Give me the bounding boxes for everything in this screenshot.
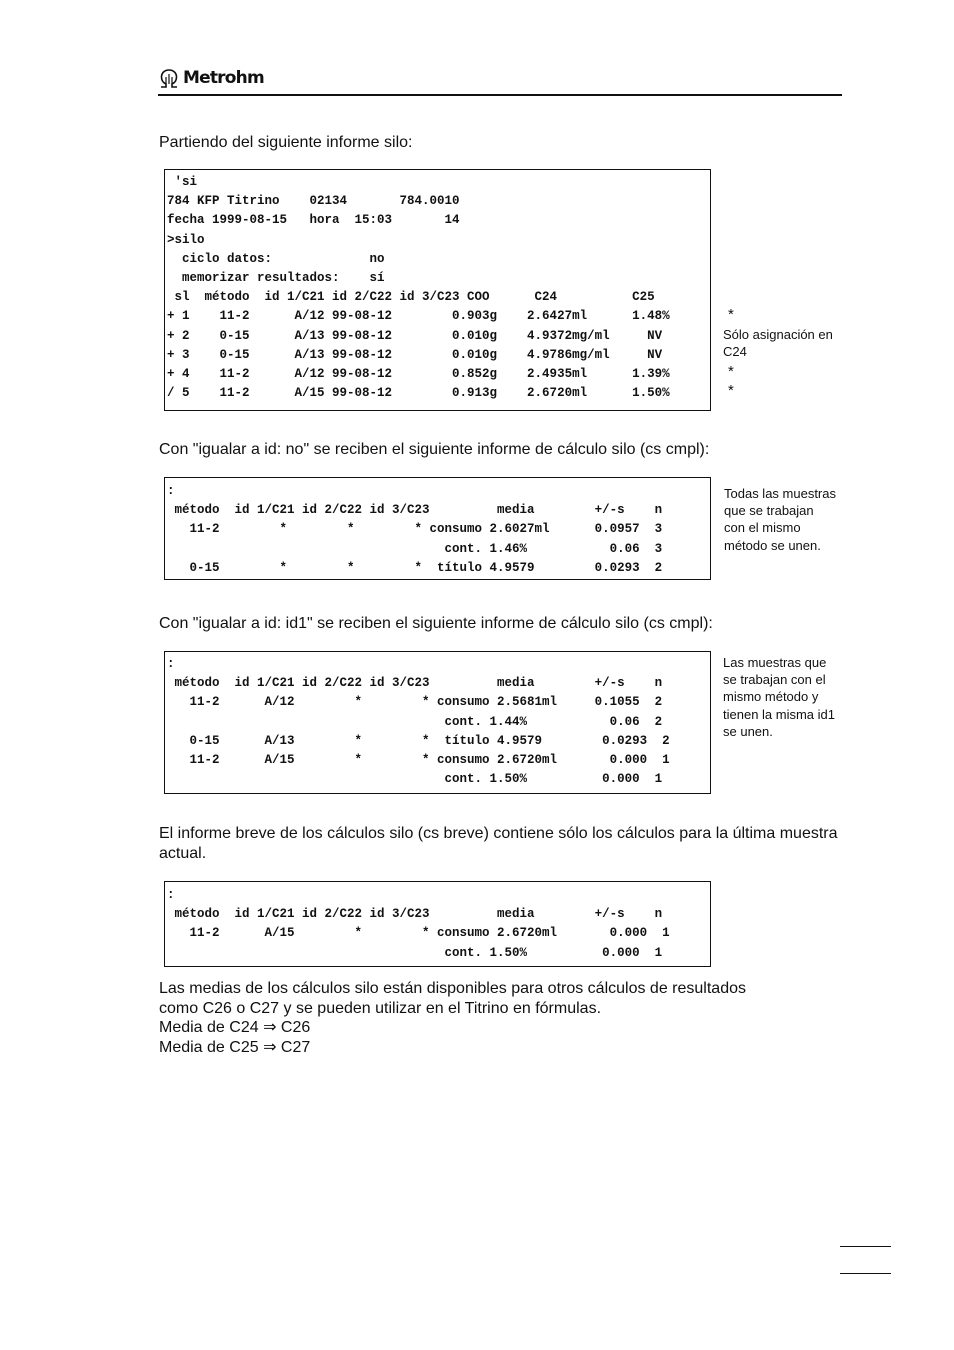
report-line: 11-2 * * * consumo 2.6027ml 0.0957 3 bbox=[167, 522, 663, 537]
asterisk-note: * bbox=[728, 306, 734, 323]
margin-rule bbox=[840, 1273, 891, 1274]
report-line: 11-2 A/15 * * consumo 2.6720ml 0.000 1 bbox=[167, 926, 670, 941]
report-line: memorizar resultados: sí bbox=[167, 270, 385, 285]
report-line: >silo bbox=[167, 232, 205, 247]
margin-rule bbox=[840, 1246, 891, 1247]
report-line: cont. 1.50% 0.000 1 bbox=[167, 945, 663, 960]
report-line: fecha 1999-08-15 hora 15:03 14 bbox=[167, 213, 460, 228]
report-line: : bbox=[167, 657, 175, 671]
report-line: / 5 11-2 A/15 99-08-12 0.913g 2.6720ml 1.50% bbox=[167, 386, 670, 401]
report-line: método id 1/C21 id 2/C22 id 3/C23 media +/-s n bbox=[167, 503, 663, 518]
asterisk-note: * bbox=[728, 363, 734, 380]
report-line: sl método id 1/C21 id 2/C22 id 3/C23 COO C24 C25 bbox=[167, 290, 655, 305]
report-line: 0-15 A/13 * * título 4.9579 0.0293 2 bbox=[167, 733, 670, 748]
report-cs-breve-box bbox=[164, 881, 711, 967]
intro-text: Partiendo del siguiente informe silo: bbox=[159, 134, 413, 151]
report-line: método id 1/C21 id 2/C22 id 3/C23 media +/-s n bbox=[167, 676, 663, 691]
side-note-assignment: Sólo asignación en C24 bbox=[723, 327, 833, 360]
logo-text: Metrohm bbox=[183, 68, 264, 88]
section-text-breve: El informe breve de los cálculos silo (cs breve) contiene sólo los cálculos para la última muestra actual. bbox=[159, 825, 838, 862]
side-note-same-method: Todas las muestras que se trabajan con el mismo método se unen. bbox=[724, 486, 836, 553]
report-line: cont. 1.50% 0.000 1 bbox=[167, 772, 663, 787]
report-line: + 1 11-2 A/12 99-08-12 0.903g 2.6427ml 1.48% bbox=[167, 309, 670, 324]
metrohm-logo bbox=[158, 68, 264, 88]
closing-line: Las medias de los cálculos silo están disponibles para otros cálculos de resultados bbox=[159, 980, 746, 997]
report-line: ciclo datos: no bbox=[167, 251, 385, 266]
section-text-no: Con "igualar a id: no" se reciben el siguiente informe de cálculo silo (cs cmpl): bbox=[159, 441, 710, 458]
report-line: método id 1/C21 id 2/C22 id 3/C23 media +/-s n bbox=[167, 907, 663, 922]
report-cs-breve bbox=[167, 886, 710, 963]
report-line: 11-2 A/15 * * consumo 2.6720ml 0.000 1 bbox=[167, 752, 670, 767]
report-silo-box bbox=[164, 169, 711, 411]
report-line: 784 KFP Titrino 02134 784.0010 bbox=[167, 194, 460, 209]
report-line: + 4 11-2 A/12 99-08-12 0.852g 2.4935ml 1.39% bbox=[167, 366, 670, 381]
report-line: 11-2 A/12 * * consumo 2.5681ml 0.1055 2 bbox=[167, 695, 663, 710]
report-cs-id1 bbox=[167, 655, 710, 789]
report-cs-no-box bbox=[164, 477, 711, 580]
report-line: cont. 1.46% 0.06 3 bbox=[167, 541, 663, 556]
report-line: : bbox=[167, 484, 175, 498]
report-cs-id1-box bbox=[164, 651, 711, 794]
closing-line: Media de C24 ⇒ C26 bbox=[159, 1019, 311, 1036]
report-cs-no bbox=[167, 482, 710, 578]
omega-logo-icon bbox=[158, 68, 180, 88]
report-line: + 2 0-15 A/13 99-08-12 0.010g 4.9372mg/ml NV bbox=[167, 328, 663, 343]
closing-line: Media de C25 ⇒ C27 bbox=[159, 1038, 311, 1056]
page-header bbox=[158, 64, 842, 96]
report-line: cont. 1.44% 0.06 2 bbox=[167, 714, 663, 729]
report-line: 0-15 * * * título 4.9579 0.0293 2 bbox=[167, 560, 663, 575]
report-line: + 3 0-15 A/13 99-08-12 0.010g 4.9786mg/ml NV bbox=[167, 347, 663, 362]
report-silo bbox=[167, 173, 710, 403]
section-text-id1: Con "igualar a id: id1" se reciben el siguiente informe de cálculo silo (cs cmpl): bbox=[159, 615, 713, 632]
asterisk-note: * bbox=[728, 382, 734, 399]
closing-text bbox=[159, 979, 746, 1057]
report-line: 'si bbox=[167, 175, 198, 189]
closing-line: como C26 o C27 y se pueden utilizar en el Titrino en fórmulas. bbox=[159, 999, 602, 1017]
side-note-same-id1: Las muestras que se trabajan con el mismo método y tienen la misma id1 se unen. bbox=[723, 655, 835, 739]
report-line: : bbox=[167, 888, 175, 902]
